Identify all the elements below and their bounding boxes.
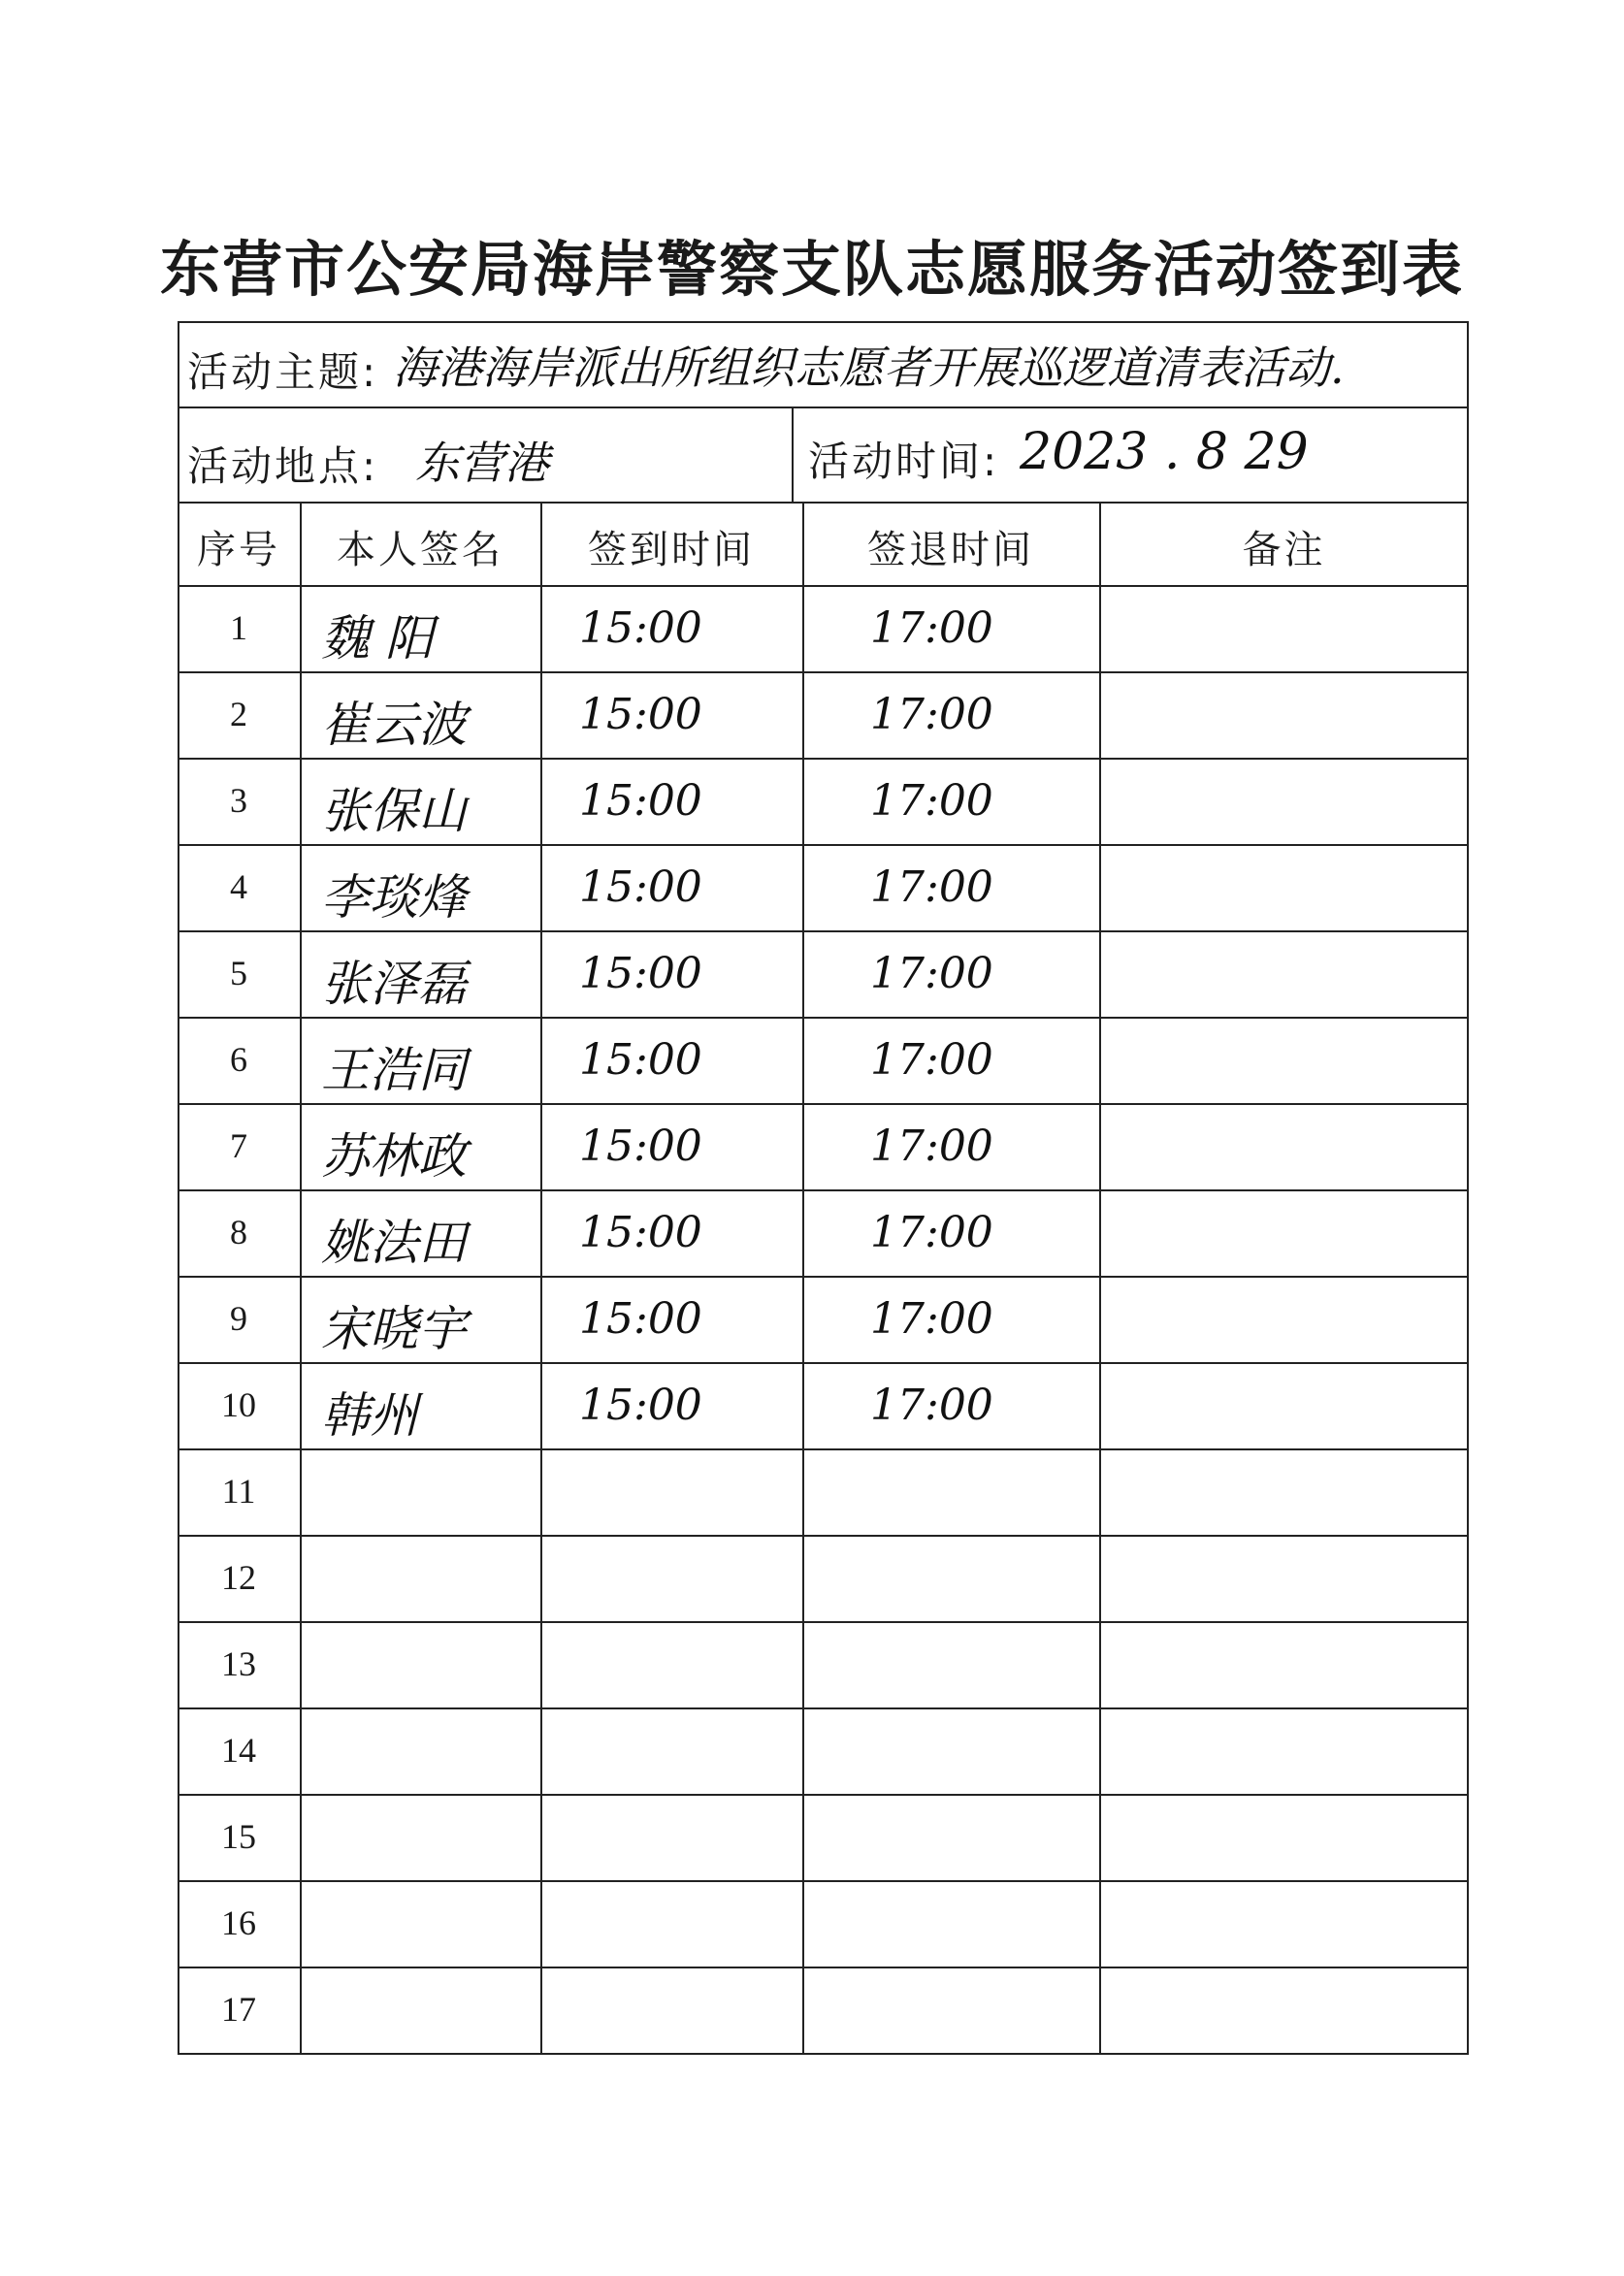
row-number: 8 (230, 1212, 247, 1252)
column-header: 签到时间 (588, 528, 755, 572)
row-number: 5 (230, 953, 247, 992)
row-divider (178, 1707, 1469, 1709)
sign-in-time: 15:00 (579, 602, 702, 653)
signature-cell: 张泽磊 (321, 955, 467, 1012)
row-divider (178, 1189, 1469, 1191)
row-divider (178, 758, 1469, 760)
signature-cell: 崔云波 (321, 696, 467, 753)
sign-in-time: 15:00 (579, 1380, 702, 1430)
header-divider (178, 585, 1469, 587)
row-number: 17 (221, 1989, 256, 2029)
column-header: 签退时间 (867, 528, 1034, 572)
sign-in-time: 15:00 (579, 775, 702, 826)
place-label: 活动地点: (187, 442, 379, 490)
signature-cell: 宋晓宇 (321, 1300, 467, 1357)
sign-out-time: 17:00 (870, 1034, 993, 1085)
row-divider (178, 1621, 1469, 1623)
sign-in-time: 15:00 (579, 862, 702, 912)
row-divider (178, 1535, 1469, 1537)
signature-cell: 王浩同 (321, 1041, 467, 1098)
row-number: 2 (230, 694, 247, 733)
row-divider (178, 1276, 1469, 1278)
sign-in-time: 15:00 (579, 689, 702, 739)
sign-out-time: 17:00 (870, 775, 993, 826)
sign-out-time: 17:00 (870, 602, 993, 653)
row-number: 15 (221, 1816, 256, 1856)
frame-bottom (178, 2053, 1469, 2055)
time-value: 2023 . 8 29 (1020, 423, 1309, 481)
sign-in-time: 15:00 (579, 948, 702, 998)
info-divider-2 (178, 502, 1469, 504)
signature-cell: 韩州 (321, 1386, 418, 1444)
topic-value: 海港海岸派出所组织志愿者开展巡逻道清表活动. (393, 341, 1345, 394)
sign-out-time: 17:00 (870, 689, 993, 739)
sign-in-time: 15:00 (579, 1293, 702, 1344)
sign-in-time: 15:00 (579, 1034, 702, 1085)
info-divider-1 (178, 406, 1469, 408)
place-value: 东营港 (415, 437, 549, 489)
row-divider (178, 1880, 1469, 1882)
row-number: 1 (230, 607, 247, 647)
row-number: 10 (221, 1384, 256, 1424)
row-number: 3 (230, 780, 247, 820)
row-divider (178, 844, 1469, 846)
column-header: 备注 (1242, 528, 1326, 572)
signature-cell: 魏 阳 (321, 609, 434, 667)
row-divider (178, 1017, 1469, 1019)
row-divider (178, 930, 1469, 932)
sign-out-time: 17:00 (870, 1293, 993, 1344)
signature-cell: 苏林政 (321, 1127, 467, 1185)
signature-cell: 姚法田 (321, 1214, 467, 1271)
row-number: 4 (230, 866, 247, 906)
topic-label: 活动主题: (187, 348, 379, 396)
sign-out-time: 17:00 (870, 1380, 993, 1430)
form-title: 东营市公安局海岸警察支队志愿服务活动签到表 (159, 234, 1464, 305)
info-time-divider (792, 406, 794, 502)
sign-out-time: 17:00 (870, 862, 993, 912)
sign-out-time: 17:00 (870, 1121, 993, 1171)
row-number: 6 (230, 1039, 247, 1079)
row-divider (178, 1103, 1469, 1105)
row-number: 9 (230, 1298, 247, 1338)
row-number: 11 (221, 1471, 256, 1511)
signature-cell: 张保山 (321, 782, 467, 839)
row-number: 14 (221, 1730, 256, 1770)
sign-out-time: 17:00 (870, 1207, 993, 1257)
sign-out-time: 17:00 (870, 948, 993, 998)
column-header: 序号 (197, 528, 280, 572)
row-number: 12 (221, 1557, 256, 1597)
time-label: 活动时间: (808, 438, 1000, 485)
column-header: 本人签名 (337, 528, 503, 572)
frame-top (178, 321, 1469, 323)
row-divider (178, 1362, 1469, 1364)
row-number: 13 (221, 1643, 256, 1683)
row-number: 16 (221, 1902, 256, 1942)
signin-sheet (178, 321, 1469, 2055)
signature-cell: 李琰烽 (321, 868, 467, 926)
row-divider (178, 1794, 1469, 1796)
row-divider (178, 1967, 1469, 1968)
sign-in-time: 15:00 (579, 1121, 702, 1171)
row-divider (178, 1448, 1469, 1450)
row-divider (178, 671, 1469, 673)
row-number: 7 (230, 1125, 247, 1165)
sign-in-time: 15:00 (579, 1207, 702, 1257)
